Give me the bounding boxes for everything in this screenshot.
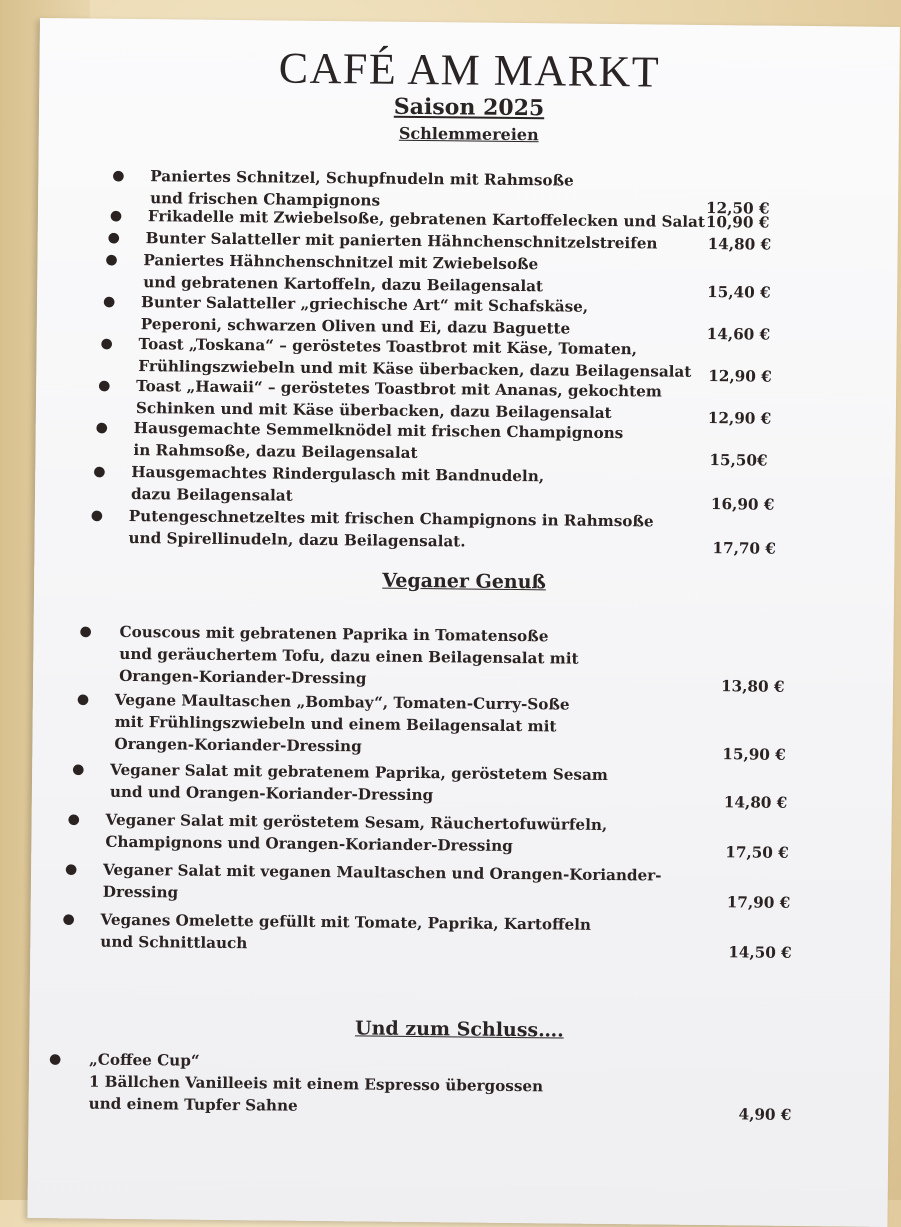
menu-item-price: 12,90 € <box>708 367 772 386</box>
menu-item-description: Veganes Omelette gefüllt mit Tomate, Paprika, Kartoffeln und Schnittlauch <box>100 910 592 953</box>
menu-item-price: 17,50 € <box>725 843 789 862</box>
bullet-icon: ● <box>107 229 121 246</box>
menu-card <box>27 18 900 1227</box>
bullet-icon: ● <box>62 911 75 928</box>
menu-item-description: Frikadelle mit Zwiebelsoße, gebratenen Kartoffelecken und Salat <box>147 207 706 231</box>
menu-item-description: „Coffee Cup“ 1 Bällchen Vanilleeis mit einem Espresso übergossen und einem Tupfer Sahne <box>88 1050 544 1115</box>
menu-item-price: 14,60 € <box>706 324 771 344</box>
menu-item-price: 16,90 € <box>710 495 775 514</box>
menu-item-description: Putengeschnetzeltes mit frischen Champignons in Rahmsoße und Spirellinudeln, dazu Beilagensalat. <box>128 506 654 551</box>
bullet-icon: ● <box>49 1051 62 1068</box>
bullet-icon: ● <box>112 167 125 184</box>
menu-item-price: 14,80 € <box>707 235 772 254</box>
menu-item-description: Paniertes Hähnchenschnitzel mit Zwiebelsoße und gebratenen Kartoffeln, dazu Beilagensalat <box>143 251 544 296</box>
bullet-icon: ● <box>76 691 90 708</box>
menu-item-description: Toast „Toskana“ – geröstetes Toastbrot mit Käse, Tomaten, Frühlingszwiebeln und mit Käse überbacken, dazu Beilagensalat <box>138 335 692 381</box>
menu-item-price: 14,80 € <box>723 793 788 812</box>
menu-item-price: 15,40 € <box>707 283 771 302</box>
menu-item-price: 10,90 € <box>705 212 770 232</box>
bullet-icon: ● <box>100 335 113 352</box>
menu-item-price: 15,50€ <box>709 451 768 470</box>
menu-item-description: Couscous mit gebratenen Paprika in Tomatensoße und geräuchertem Tofu, dazu einen Beilagensalat mit Orangen-Koriander-Dressing <box>119 622 579 688</box>
menu-item <box>29 1048 889 1124</box>
menu-item-description: Hausgemachtes Rindergulasch mit Bandnudeln, dazu Beilagensalat <box>130 462 545 505</box>
menu-item-description: Bunter Salatteller „griechische Art“ mit Schafskäse, Peperoni, schwarzen Oliven und Ei, dazu Baguette <box>140 293 589 338</box>
menu-item-description: Vegane Maultaschen „Bombay“, Tomaten-Curry-Soße mit Frühlingszwiebeln und einem Beilagensalat mit Orangen-Koriander-Dressing <box>114 690 570 756</box>
menu-item-description: Toast „Hawaii“ – geröstetes Toastbrot mit Ananas, gekochtem Schinken und mit Käse überbacken, dazu Beilagensalat <box>135 377 662 423</box>
section-heading: Und zum Schluss…. <box>354 1017 564 1042</box>
cafe-title: CAFÉ AM MARKT <box>278 43 661 97</box>
menu-item-price: 17,90 € <box>726 893 791 912</box>
menu-item-price: 12,50 € <box>705 198 770 218</box>
menu-item-description: Paniertes Schnitzel, Schupfnudeln mit Rahmsoße und frischen Champignons <box>150 167 574 210</box>
bullet-icon: ● <box>93 463 106 480</box>
bullet-icon: ● <box>67 811 80 828</box>
menu-item-price: 15,90 € <box>722 745 786 764</box>
menu-item-description: Hausgemachte Semmelknödel mit frischen Champignons in Rahmsoße, dazu Beilagensalat <box>133 419 624 462</box>
bullet-icon: ● <box>109 207 123 224</box>
menu-item <box>34 620 894 696</box>
menu-item-description: Veganer Salat mit veganen Maultaschen und Orangen-Koriander- Dressing <box>102 860 662 902</box>
menu-item <box>38 164 898 218</box>
menu-item-price: 14,50 € <box>728 943 792 962</box>
bullet-icon: ● <box>102 293 116 310</box>
bullet-icon: ● <box>95 419 109 436</box>
bullet-icon: ● <box>90 507 104 524</box>
bullet-icon: ● <box>72 761 85 778</box>
bullet-icon: ● <box>105 251 118 268</box>
section-heading-schlemmereien: Schlemmereien <box>398 123 539 145</box>
menu-item-price: 13,80 € <box>720 677 785 696</box>
menu-item-price: 4,90 € <box>738 1105 792 1124</box>
menu-item-price: 17,70 € <box>712 539 776 558</box>
menu-item-description: Bunter Salatteller mit panierten Hähnchenschnitzelstreifen <box>145 229 658 253</box>
bullet-icon: ● <box>65 861 78 878</box>
menu-item-description: Veganer Salat mit gebratenem Paprika, geröstetem Sesam und und Orangen-Koriander-Dressing <box>109 760 609 805</box>
menu-item-price: 12,90 € <box>707 409 772 428</box>
season-subtitle: Saison 2025 <box>393 93 545 122</box>
bullet-icon: ● <box>98 377 111 394</box>
menu-item-description: Veganer Salat mit geröstetem Sesam, Räuchertofuwürfeln, Champignons und Orangen-Koriander-Dressing <box>105 810 608 855</box>
section-heading: Veganer Genuß <box>382 569 547 594</box>
bullet-icon: ● <box>79 623 92 640</box>
